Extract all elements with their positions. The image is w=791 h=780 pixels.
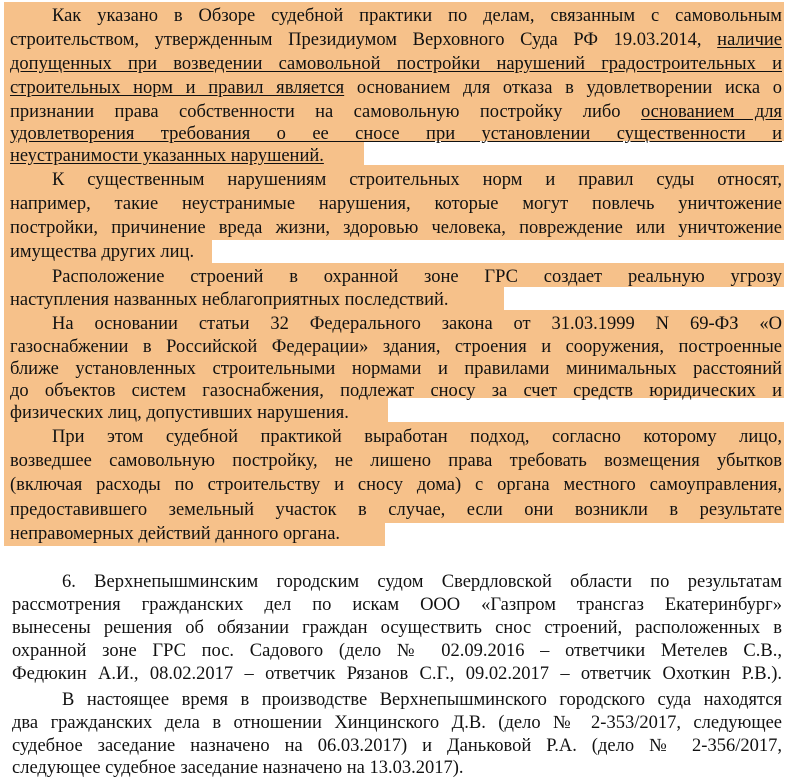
text-line-underlined: удовлетворения требования о ее сносе при установлении существенности и xyxy=(10,124,782,144)
text-line: газоснабжении в Российской Федерации» здания, строения и сооружения, построенные xyxy=(10,337,782,357)
text-line: до объектов систем газоснабжения, подлежат сносу за счет средств юридических и xyxy=(10,381,782,401)
text-line: неправомерных действий данного органа. xyxy=(10,524,341,544)
text-line-underlined: неустранимости указанных нарушений. xyxy=(10,146,324,166)
text-line: физических лиц, допустивших нарушения. xyxy=(10,403,349,423)
text-line: предоставившего земельный участок в случае, если они возникли в результате xyxy=(10,500,782,520)
text-line: Расположение строений в охранной зоне ГРС создает реальную угрозу xyxy=(52,267,782,287)
text-line: признании права собственности на самовольную постройку либо основанием для xyxy=(10,102,782,122)
text-line: 6. Верхнепышминским городским судом Свердловской области по результатам xyxy=(62,572,782,592)
text-line: строительных норм и правил является основанием для отказа в удовлетворении иска о xyxy=(10,78,782,98)
text-line: например, такие неустранимые нарушения, которые могут повлечь уничтожение xyxy=(10,194,782,214)
text-line: следующее судебное заседание назначено на 13.03.2017). xyxy=(12,758,464,778)
text-line: наступления названных неблагоприятных последствий. xyxy=(10,290,449,310)
text-line-underlined: допущенных при возведении самовольной постройки нарушений градостроительных и xyxy=(10,54,782,74)
text-line: строительством, утвержденным Президиумом Верховного Суда РФ 19.03.2014, наличие xyxy=(10,30,782,50)
text-line: К существенным нарушениям строительных норм и правил суды относят, xyxy=(52,170,782,190)
text-line: постройки, причинение вреда жизни, здоровью человека, повреждение или уничтожение xyxy=(10,218,782,238)
text-line: Как указано в Обзоре судебной практики по делам, связанным с самовольным xyxy=(52,6,782,26)
text-line: В настоящее время в производстве Верхнепышминского городского суда находятся xyxy=(62,690,782,710)
text-line: рассмотрения гражданских дел по искам ООО «Газпром трансгаз Екатеринбург» xyxy=(12,595,782,615)
text-line: Федюкин А.И., 08.02.2017 – ответчик Рязанов С.Г., 09.02.2017 – ответчик Охоткин Р.В.). xyxy=(12,664,782,684)
text-line: При этом судебной практикой выработан подход, согласно которому лицо, xyxy=(52,427,782,447)
text-line: вынесены решения об обязании граждан осуществить снос строений, расположенных в xyxy=(12,618,782,638)
text-line: ближе установленных строительными нормами и правилами минимальных расстояний xyxy=(10,359,782,379)
text-line: судебное заседание назначено на 06.03.2017) и Даньковой Р.А. (дело № 2-356/2017, xyxy=(12,736,782,756)
text-line: имущества других лиц. xyxy=(10,242,195,262)
text-line: два гражданских дела в отношении Хинцинского Д.В. (дело № 2-353/2017, следующее xyxy=(12,713,782,733)
text-line: возведшее самовольную постройку, не лишено права требовать возмещения убытков xyxy=(10,451,782,471)
text-line: На основании статьи 32 Федерального закона от 31.03.1999 N 69-ФЗ «О xyxy=(52,314,782,334)
text-line: (включая расходы по строительству и сносу дома) с органа местного самоуправления, xyxy=(10,475,782,495)
text-line: охранной зоне ГРС пос. Садового (дело № 02.09.2016 – ответчики Метелев С.В., xyxy=(12,641,782,661)
